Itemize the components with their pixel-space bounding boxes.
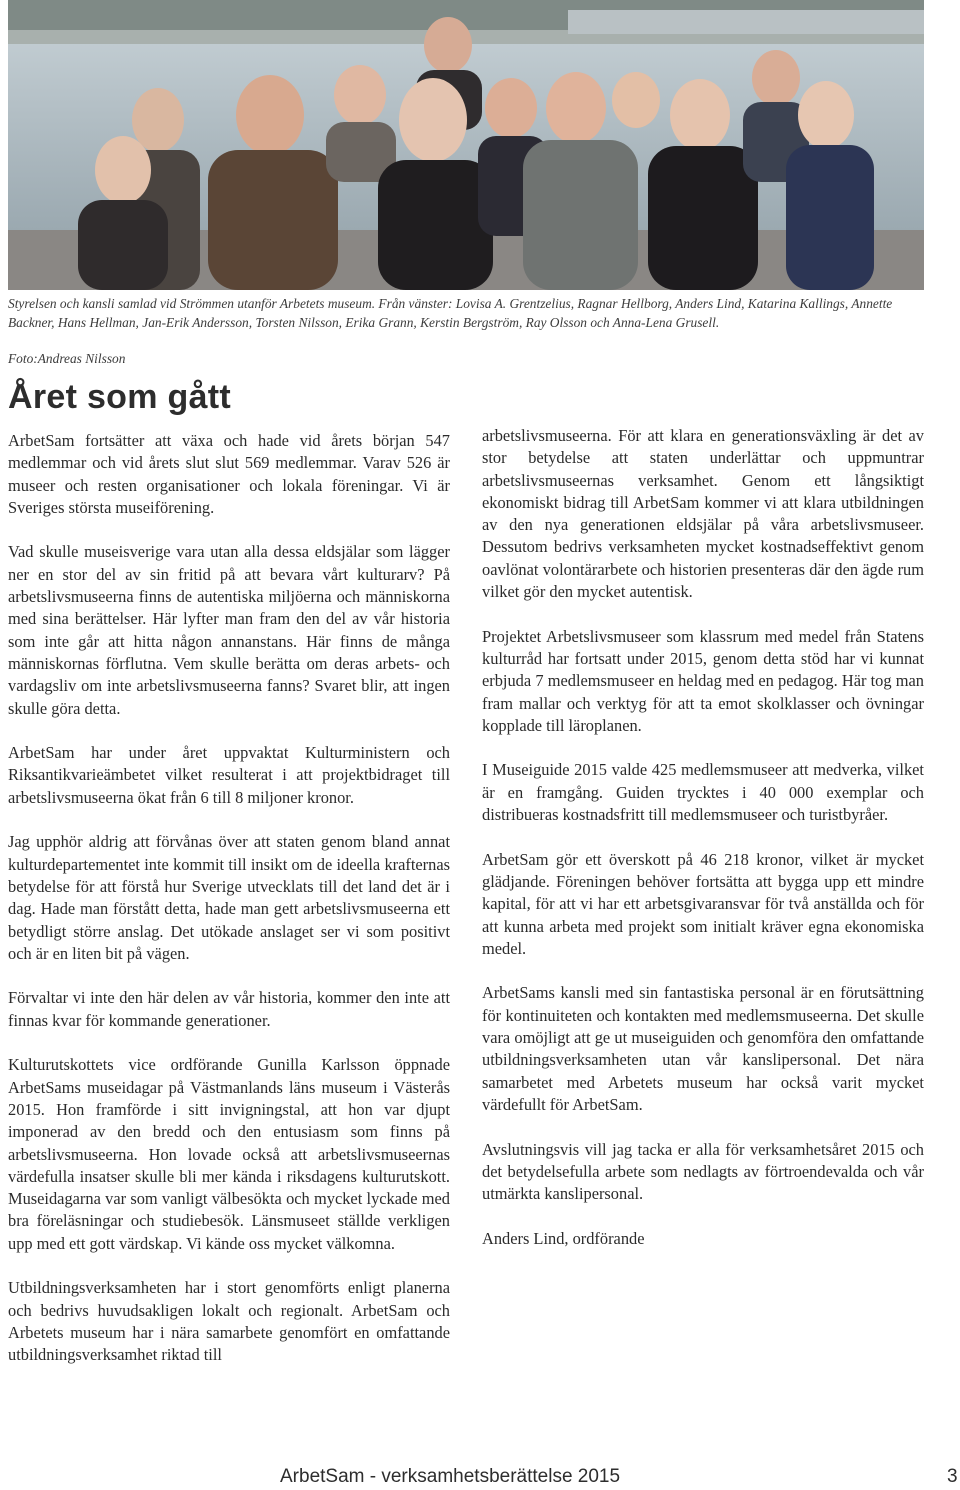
paragraph: Jag upphör aldrig att förvånas över att staten genom bland annat kulturdepartementet inte kommit till insikt om de ideella krafternas betydelse för att förstå hur Sverige utvecklats till det land det är i dag. Hade man förstått detta, hade man gett arbetslivsmuseerna ett betydligt större anslag. Det utökade anslaget ser vi som positivt och är en liten bit på vägen. <box>8 832 450 963</box>
right-column <box>482 425 924 1272</box>
paragraph: ArbetSam gör ett överskott på 46 218 kronor, vilket är mycket glädjande. Föreningen behöver fortsätta att bygga upp ett mindre kapital, för att vi har ett arbetsgivaransvar för två anställda och för att kunna arbeta med projekt som initialt kräver egna ekonomiska medel. <box>482 849 924 958</box>
paragraph: Projektet Arbetslivsmuseer som klassrum med medel från Statens kulturråd har fortsatt under 2015, genom detta stöd har vi kunnat erbjuda 7 medlemsmuseer en heldag med en pedagog. Här tog man fram mallar och verktyg för att ta emot skolklasser och övningar kopplade till läroplanen. <box>482 626 924 735</box>
paragraph: arbetslivsmuseerna. För att klara en generationsväxling är det av stor betydelse att staten underlättar och uppmuntrar arbetslivsmuseernas verksamhet. Genom ett långsiktigt ekonomiskt bidrag till ArbetSam kommer vi att klara utbildningen av den nya generationen eldsjälar på våra arbetslivsmuseer. Dessutom bedrivs verksamheten mycket kostnadseffektivt genom oavlönat volontärarbete och historien presenteras där den ägde rum vilket gör den mycket autentisk. <box>482 426 924 602</box>
page-number: 3 <box>947 1466 958 1487</box>
footer-publication: ArbetSam - verksamhetsberättelse 2015 <box>280 1466 621 1487</box>
signature: Anders Lind, ordförande <box>482 1228 645 1248</box>
paragraph: Utbildningsverksamheten har i stort genomförts enligt planerna och bedrivs huvudsakligen lokalt och regionalt. ArbetSam och Arbetets museum har i nära samarbete genomfört en omfattande utbildningsverksamhet riktad till <box>8 1278 450 1365</box>
paragraph: Kulturutskottets vice ordförande Gunilla Karlsson öppnade ArbetSams museidagar på Västmanlands läns museum i Västerås 2015. Hon framförde i sitt invigningstal, att hon var djupt imponerad av den bredd och den entusiasm som finns på arbetslivsmuseerna. Hon lovade också att arbetslivsmuseernas värdefulla insatser skulle bli mer kända i riksdagens kulturutskott. Museidagarna var som vanligt välbesökta och mycket lyckade med bra föreläsningar och studiebesök. Länsmuseet ställde verkligen upp med ett gott värdskap. Vi kände oss mycket välkomna. <box>8 1055 450 1253</box>
paragraph: I Museiguide 2015 valde 425 medlemsmuseer att medverka, vilket är en framgång. Guiden trycktes i 40 000 exemplar och distribueras kostnadsfritt till medlemsmuseer och turistbyråer. <box>482 760 924 825</box>
photo-caption: Styrelsen och kansli samlad vid Strömmen utanför Arbetets museum. Från vänster: Lovisa A. Grentzelius, Ragnar Hellborg, Anders Lind, Katarina Kallings, Annette Backner, Hans Hellman, Jan-Erik Andersson, Torsten Nilsson, Erika Grann, Kerstin Bergström, Ray Olsson och Anna-Lena Grusell. <box>8 296 893 330</box>
paragraph: Avslutningsvis vill jag tacka er alla för verksamhetsåret 2015 och det betydelsefulla arbete som nedlagts av förtroendevalda och vår utmärkta kanslipersonal. <box>482 1139 924 1204</box>
group-photo-illustration <box>8 0 924 290</box>
paragraph: ArbetSam fortsätter att växa och hade vid årets början 547 medlemmar och vid årets slut slut 569 medlemmar. Varav 526 är museer och resten organisationer och lokala föreningar. Vi är Sveriges största museiförening. <box>8 431 450 517</box>
group-photo <box>8 0 924 290</box>
paragraph: ArbetSam har under året uppvaktat Kulturministern och Riksantikvarieämbetet vilket resulterat i att projektbidraget till arbetslivsmuseerna ökat från 6 till 8 miljoner kronor. <box>8 743 450 807</box>
paragraph: Förvaltar vi inte den här delen av vår historia, kommer den inte att finnas kvar för kommande generationer. <box>8 988 450 1030</box>
left-column <box>8 430 450 1389</box>
photo-credit: Foto:Andreas Nilsson <box>8 351 126 366</box>
paragraph: ArbetSams kansli med sin fantastiska personal är en förutsättning för kontinuiteten och kontakten med medlemsmuseerna. Det skulle vara omöjligt att ge ut museiguiden och genomföra den omfattande utbildningsverksamheten utan vår kanslipersonal. Det nära samarbetet med Arbetets museum har också varit mycket värdefullt för ArbetSam. <box>482 983 924 1114</box>
paragraph: Vad skulle museisverige vara utan alla dessa eldsjälar som lägger ner en stor del av sin fritid på att bevara vårt kulturarv? På arbetslivsmuseerna finns de autentiska miljöerna och människorna med sina berättelser. Här lyfter man fram den del av vår historia som inte går att hitta någon annanstans. Här finns de många människornas förflutna. Vem skulle berätta om deras arbets- och vardagsliv om inte arbetslivsmuseerna fanns? Svaret blir, att ingen skulle göra detta. <box>8 542 450 718</box>
article-title: Året som gått <box>8 378 232 416</box>
